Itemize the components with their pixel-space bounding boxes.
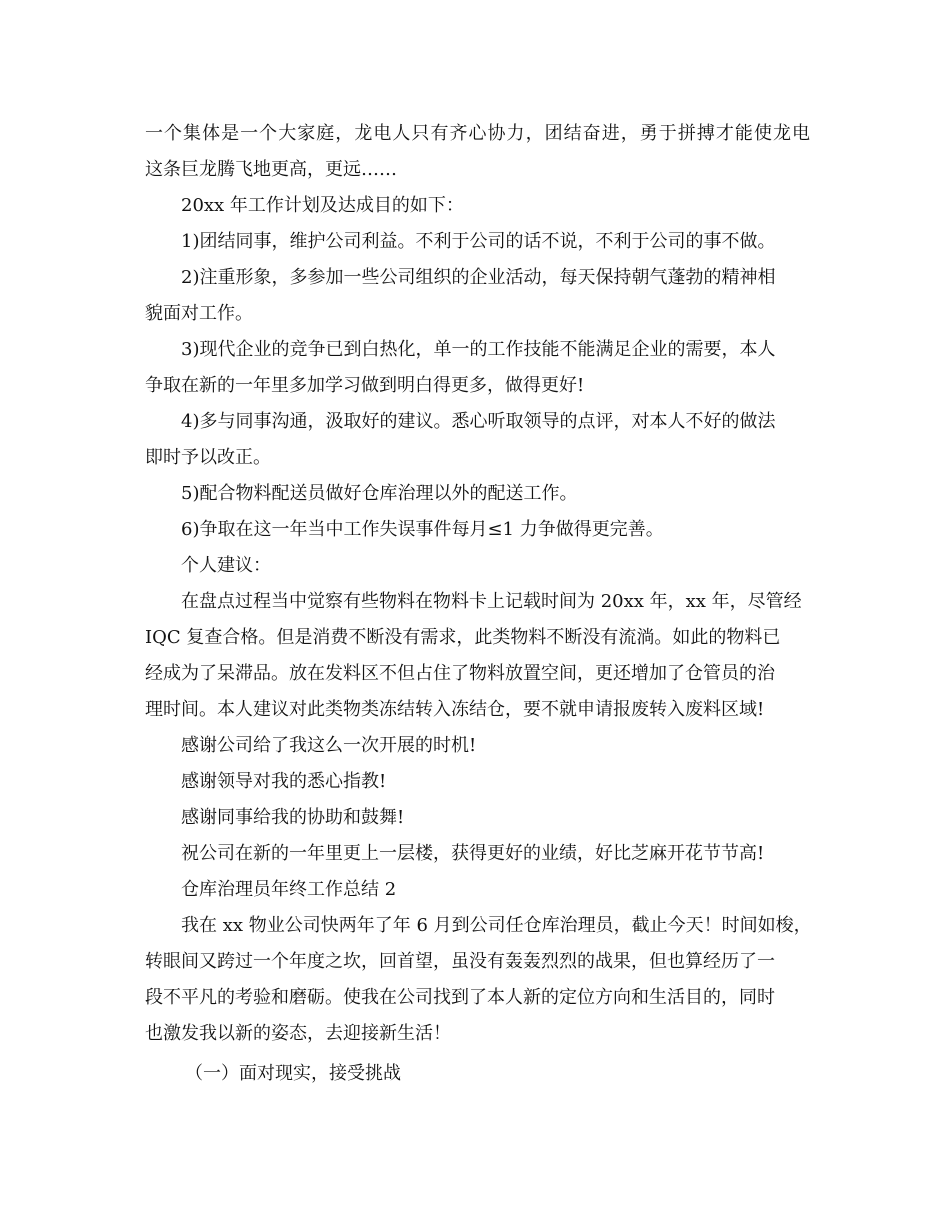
plan-item-3: 3)现代企业的竞争已到白热化，单一的工作技能不能满足企业的需要，本人 — [181, 339, 776, 360]
paragraph-line: 也激发我以新的姿态，去迎接新生活！ — [145, 1023, 451, 1044]
paragraph-line: 经成为了呆滞品。放在发料区不但占住了物料放置空间，更还增加了仓管员的治 — [145, 663, 775, 684]
plan-item-4-continued: 即时予以改正。 — [145, 447, 271, 468]
thanks-line: 感谢公司给了我这么一次开展的时机! — [181, 735, 477, 756]
wish-line: 祝公司在新的一年里更上一层楼，获得更好的业绩，好比芝麻开花节节高! — [181, 843, 765, 864]
document-title: 仓库治理员年终工作总结 2 — [181, 879, 397, 900]
paragraph-line: 这条巨龙腾飞地更高，更远…… — [145, 159, 397, 180]
plan-item-1: 1)团结同事，维护公司利益。不利于公司的话不说，不利于公司的事不做。 — [181, 231, 776, 252]
plan-item-2: 2)注重形象，多参加一些公司组织的企业活动，每天保持朝气蓬勃的精神相 — [181, 267, 776, 288]
plan-item-4: 4)多与同事沟通，汲取好的建议。悉心听取领导的点评，对本人不好的做法 — [181, 411, 776, 432]
paragraph-line: 理时间。本人建议对此类物类冻结转入冻结仓，要不就申请报废转入废料区域! — [145, 699, 765, 720]
plan-item-2-continued: 貌面对工作。 — [145, 303, 253, 324]
thanks-line: 感谢同事给我的协助和鼓舞! — [181, 807, 405, 828]
paragraph-line: 一个集体是一个大家庭，龙电人只有齐心协力，团结奋进，勇于拼搏才能使龙电 — [145, 123, 810, 144]
paragraph-line: 段不平凡的考验和磨砺。使我在公司找到了本人新的定位方向和生活目的，同时 — [145, 987, 775, 1008]
thanks-line: 感谢领导对我的悉心指教! — [181, 771, 387, 792]
section-heading: 个人建议： — [181, 555, 271, 576]
paragraph-line: 转眼间又跨过一个年度之坎，回首望，虽没有轰轰烈烈的战果，但也算经历了一 — [145, 951, 775, 972]
paragraph-line: IQC 复查合格。但是消费不断没有需求，此类物料不断没有流淌。如此的物料已 — [145, 627, 781, 648]
plan-item-6: 6)争取在这一年当中工作失误事件每月≤1 力争做得更完善。 — [181, 519, 664, 540]
plan-item-3-continued: 争取在新的一年里多加学习做到明白得更多，做得更好! — [145, 375, 585, 396]
section-heading: 20xx 年工作计划及达成目的如下： — [181, 195, 464, 216]
paragraph-line: 在盘点过程当中觉察有些物料在物料卡上记载时间为 20xx 年，xx 年，尽管经 — [181, 591, 802, 612]
plan-item-5: 5)配合物料配送员做好仓库治理以外的配送工作。 — [181, 483, 578, 504]
subsection-heading: （一）面对现实，接受挑战 — [185, 1063, 401, 1084]
document-body — [145, 116, 810, 1092]
paragraph-line: 我在 xx 物业公司快两年了年 6 月到公司任仓库治理员，截止今天！时间如梭， — [181, 915, 812, 936]
